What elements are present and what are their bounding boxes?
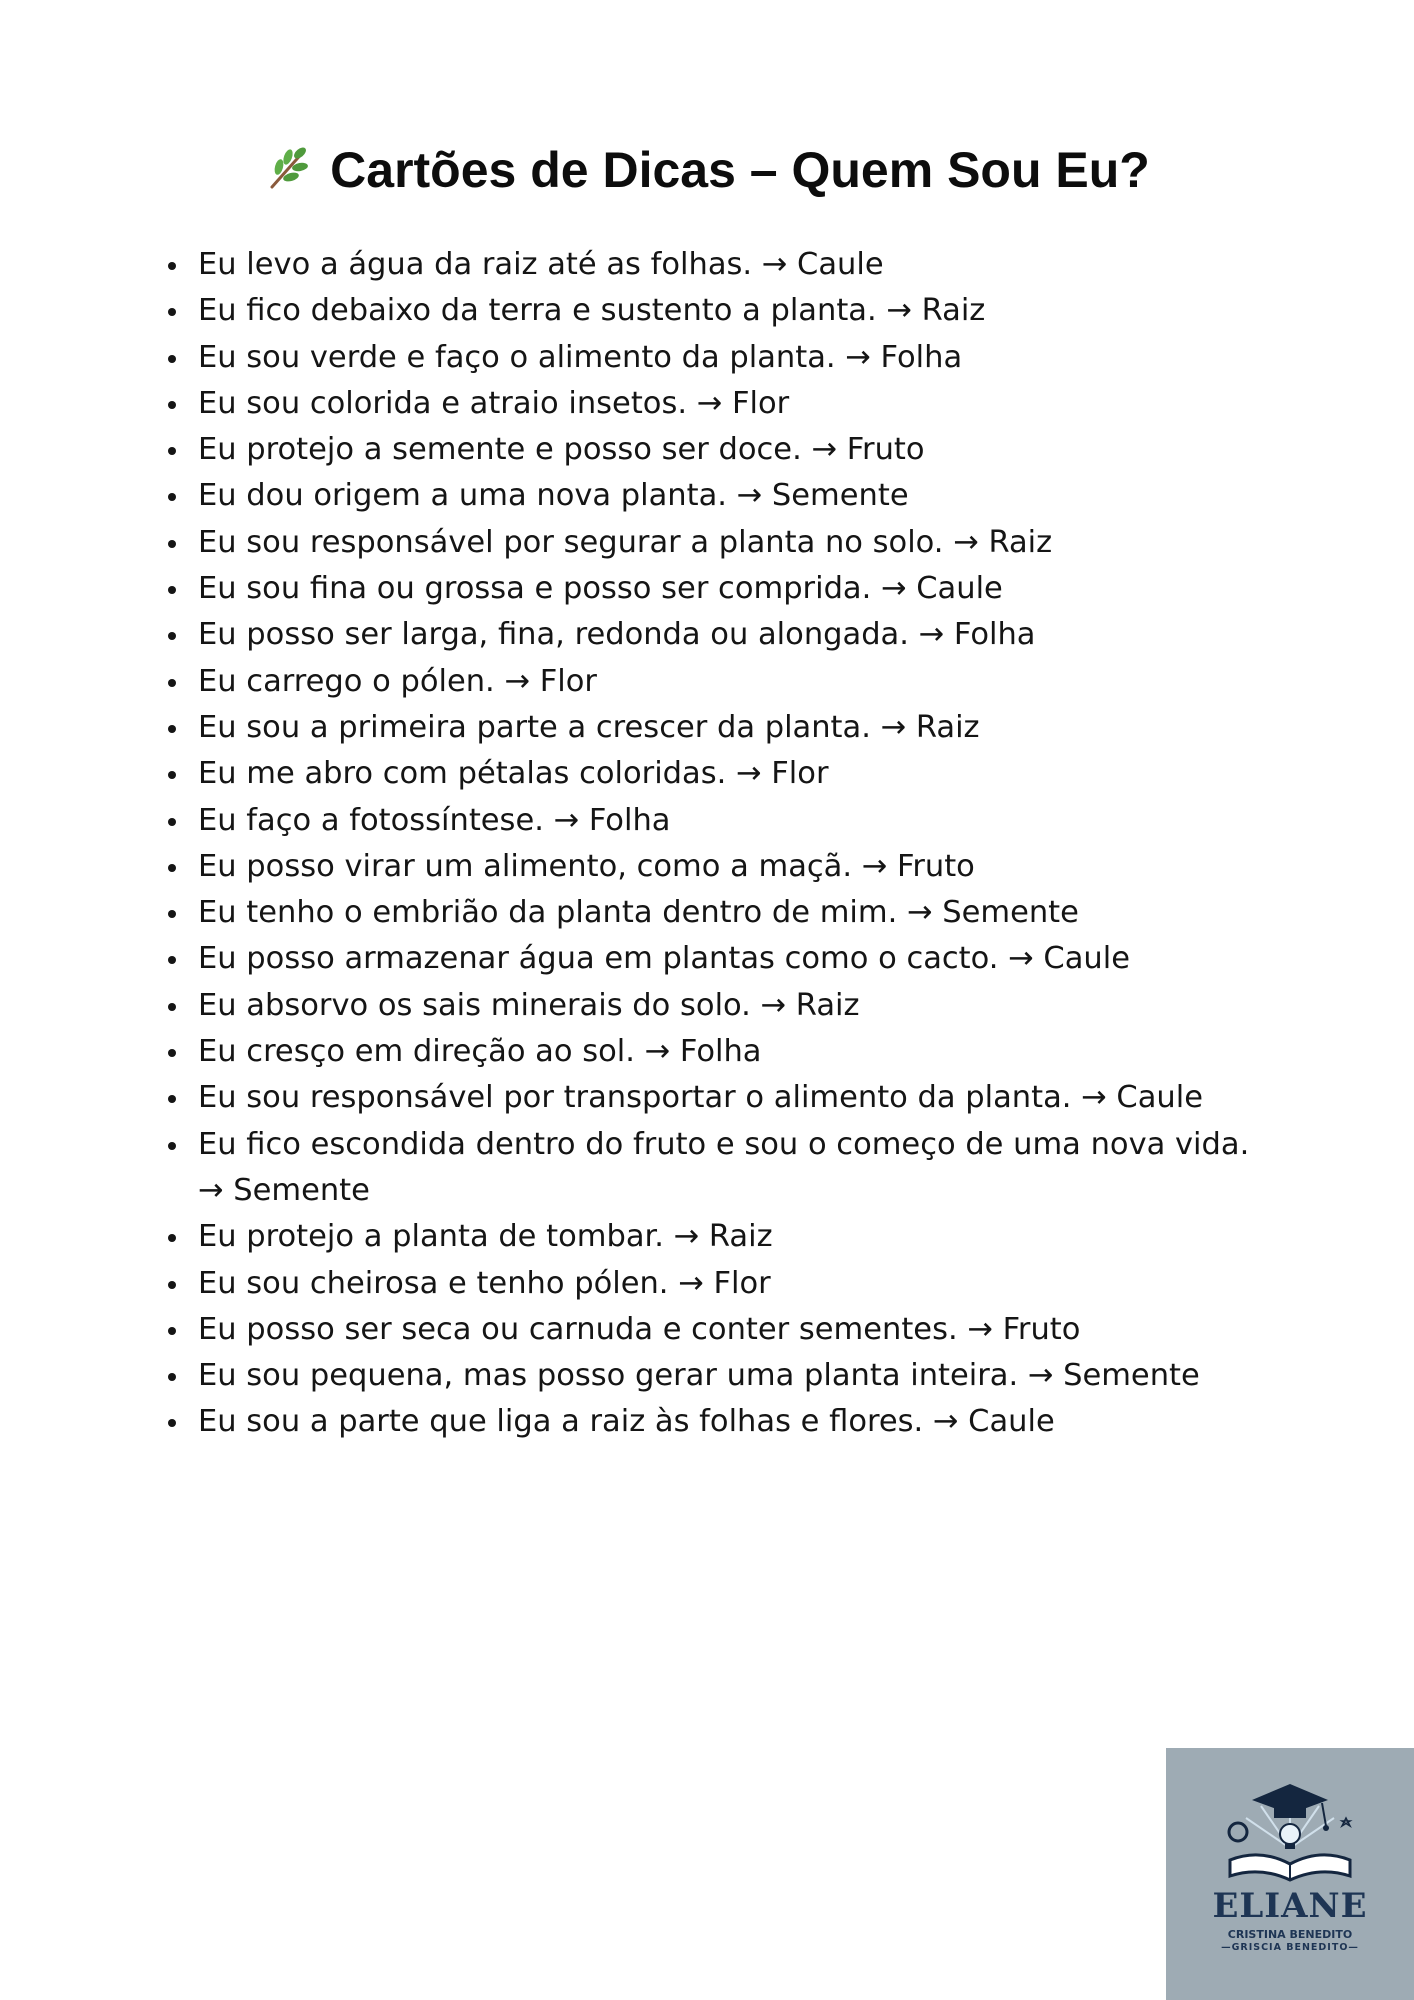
logo-subtitle-1: CRISTINA BENEDITO xyxy=(1227,1928,1353,1941)
hint-item: Eu levo a água da raiz até as folhas. → Caule xyxy=(198,242,1268,288)
hint-item: Eu sou a parte que liga a raiz às folhas e flores. → Caule xyxy=(198,1399,1268,1445)
hint-item: Eu protejo a semente e posso ser doce. → Fruto xyxy=(198,427,1268,473)
hint-item: Eu tenho o embrião da planta dentro de mim. → Semente xyxy=(198,890,1268,936)
hint-item: Eu protejo a planta de tombar. → Raiz xyxy=(198,1214,1268,1260)
hint-item: Eu carrego o pólen. → Flor xyxy=(198,659,1268,705)
hint-item: Eu posso virar um alimento, como a maçã. → Fruto xyxy=(198,844,1268,890)
hint-item: Eu fico debaixo da terra e sustento a planta. → Raiz xyxy=(198,288,1268,334)
hint-item: Eu posso ser seca ou carnuda e conter sementes. → Fruto xyxy=(198,1307,1268,1353)
hint-item: Eu sou cheirosa e tenho pólen. → Flor xyxy=(198,1261,1268,1307)
hint-item: Eu sou fina ou grossa e posso ser comprida. → Caule xyxy=(198,566,1268,612)
hint-item: Eu sou responsável por transportar o alimento da planta. → Caule xyxy=(198,1075,1268,1121)
hint-item: Eu sou verde e faço o alimento da planta. → Folha xyxy=(198,335,1268,381)
hint-item: Eu absorvo os sais minerais do solo. → Raiz xyxy=(198,983,1268,1029)
hint-item: Eu posso armazenar água em plantas como o cacto. → Caule xyxy=(198,936,1268,982)
hint-list xyxy=(198,242,1268,1446)
hint-item: Eu sou colorida e atraio insetos. → Flor xyxy=(198,381,1268,427)
hint-item: Eu sou a primeira parte a crescer da planta. → Raiz xyxy=(198,705,1268,751)
logo-name: ELIANE xyxy=(1212,1886,1368,1926)
page-title xyxy=(0,138,1414,202)
hint-item: Eu cresço em direção ao sol. → Folha xyxy=(198,1029,1268,1075)
herb-sprig-icon xyxy=(264,143,314,193)
hint-item: Eu dou origem a uma nova planta. → Semente xyxy=(198,473,1268,519)
hint-item: Eu sou pequena, mas posso gerar uma planta inteira. → Semente xyxy=(198,1353,1268,1399)
hint-item: Eu sou responsável por segurar a planta no solo. → Raiz xyxy=(198,520,1268,566)
graduation-book-emblem xyxy=(1166,1748,1414,2000)
logo-subtitle-2: —GRISCIA BENEDITO— xyxy=(1221,1942,1359,1953)
hint-item: Eu faço a fotossíntese. → Folha xyxy=(198,798,1268,844)
hint-item: Eu me abro com pétalas coloridas. → Flor xyxy=(198,751,1268,797)
page-title-text: Cartões de Dicas – Quem Sou Eu? xyxy=(330,142,1150,198)
hint-item: Eu fico escondida dentro do fruto e sou o começo de uma nova vida. → Semente xyxy=(198,1122,1268,1215)
hint-item: Eu posso ser larga, fina, redonda ou alongada. → Folha xyxy=(198,612,1268,658)
author-logo xyxy=(1166,1748,1414,2000)
